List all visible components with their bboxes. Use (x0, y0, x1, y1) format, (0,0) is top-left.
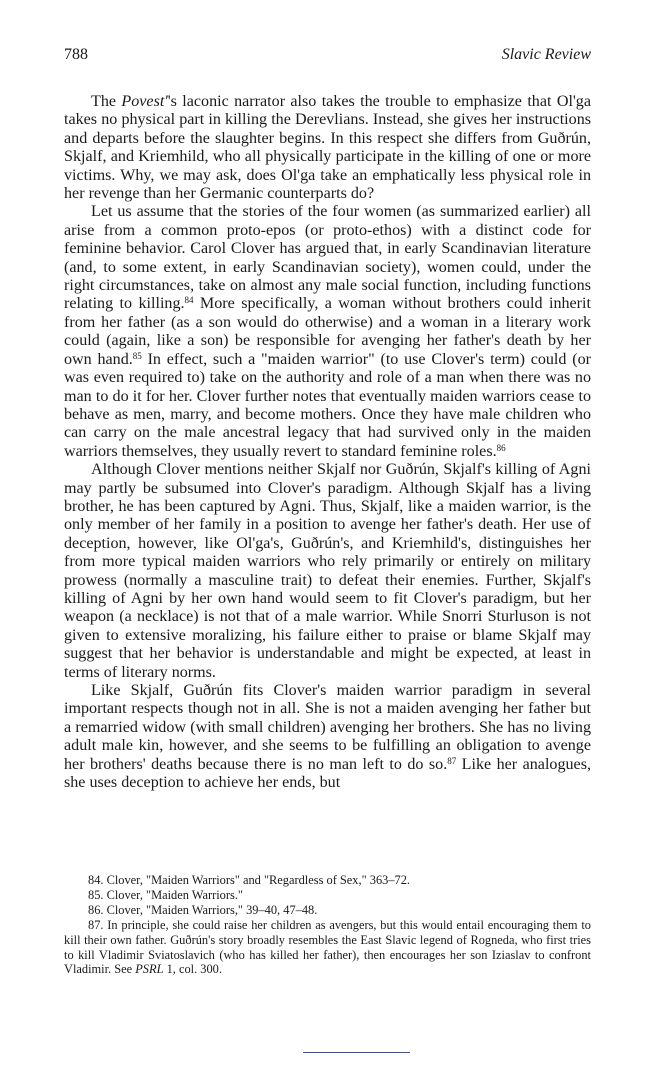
page-number: 788 (64, 46, 88, 63)
text-run: 's laconic narrator also takes the trouble to emphasize that Ol'ga takes no physical part in killing the Derevlians. Instead, she gives her instructions and departs before the slaughter begins. In this respect she differs from Guðrún, Skjalf, and Kriemhild, who all physically participate in the killing of one or more victims. Why, we may ask, does Ol'ga take an emphatically less physical role in her revenge than her Germanic counterparts do? (64, 93, 592, 203)
text-run: Like her analogues, she uses deception to achieve her ends, but (64, 755, 591, 792)
footnotes (64, 873, 591, 977)
footnote (64, 903, 591, 918)
footnote-ref: 84 (184, 295, 194, 306)
paragraph (64, 203, 591, 461)
footnote (64, 918, 591, 978)
text-run: 87. In principle, she could raise her children as avengers, but this would entail encouraging them to kill their own father. Guðrún's story broadly resembles the East Slavic legend of Rogneda, who first tries to kill Vladimir Sviatoslavich (who has killed her father), then encourages her son Iziaslav to confront Vladimir. See (64, 917, 591, 977)
text-run: More specifically, a woman without brothers could inherit from her father (as a son would do otherwise) and a woman in a literary work could (again, like a son) be responsible for avenging her father's death by her own hand. (64, 295, 591, 368)
text-run: Let us assume that the stories of the four women (as summarized earlier) all arise from a common proto-epos (or proto-ethos) with a distinct code for feminine behavior. Carol Clover has argued that, in early Scandinavian literature (and, to some extent, in early Scandinavian society), women could, under the right circumstances, take on almost any male social function, including functions relating to killing. (64, 203, 591, 313)
italic-text: PSRL (135, 962, 164, 977)
footer-rule (303, 1052, 410, 1053)
running-header (64, 46, 591, 68)
footnote-ref: 87 (447, 755, 457, 766)
text-run: 84. Clover, "Maiden Warriors" and "Regardless of Sex," 363–72. (88, 873, 411, 887)
paragraph (64, 461, 591, 682)
footnote-ref: 85 (132, 350, 142, 361)
footnote (64, 873, 591, 888)
text-run: The (91, 93, 122, 110)
italic-text: Povest' (121, 93, 168, 110)
text-run: Although Clover mentions neither Skjalf nor Guðrún, Skjalf's killing of Agni may partly be subsumed into Clover's paradigm. Although Skjalf has a living brother, he has been captured by Agni. Thus, Skjalf, like a maiden warrior, is the only member of her family in a position to avenge her father's death. Her use of deception, however, like Ol'ga's, Guðrún's, and Kriemhild's, distinguishes her from more typical maiden warriors who rely primarily or entirely on military prowess (normally a masculine trait) to defeat their enemies. Further, Skjalf's killing of Agni by her own hand would seem to fit Clover's paradigm, but her weapon (a necklace) is not that of a male warrior. While Snorri Sturluson is not given to extensive moralizing, his failure either to praise or blame Skjalf may suggest that her behavior is understandable and might be expected, at least in terms of literary norms. (64, 461, 591, 681)
text-run: 1, col. 300. (163, 962, 222, 977)
paragraph (64, 682, 591, 792)
paragraph (64, 93, 591, 203)
footnote (64, 888, 591, 903)
text-run: 85. Clover, "Maiden Warriors." (88, 887, 243, 902)
body-text (64, 93, 591, 792)
text-run: In effect, such a "maiden warrior" (to use Clover's term) could (or was even required to) take on the authority and role of a man when there was no man to do it for her. Clover further notes that eventually maiden warriors cease to behave as men, marry, and become mothers. Once they have male children who can carry on the male ancestral legacy that had survived only in the maiden warriors themselves, they usually revert to standard feminine roles. (64, 350, 591, 460)
text-run: 86. Clover, "Maiden Warriors," 39–40, 47–48. (88, 902, 318, 917)
journal-title: Slavic Review (501, 46, 591, 63)
text-run: Like Skjalf, Guðrún fits Clover's maiden warrior paradigm in several important respects though not in all. She is not a maiden avenging her father but a remarried widow (with small children) avenging her brothers. She has no living adult male kin, however, and she seems to be fulfilling an obligation to avenge her brothers' deaths because there is no man left to do so. (64, 682, 591, 773)
footnote-ref: 86 (496, 442, 506, 453)
